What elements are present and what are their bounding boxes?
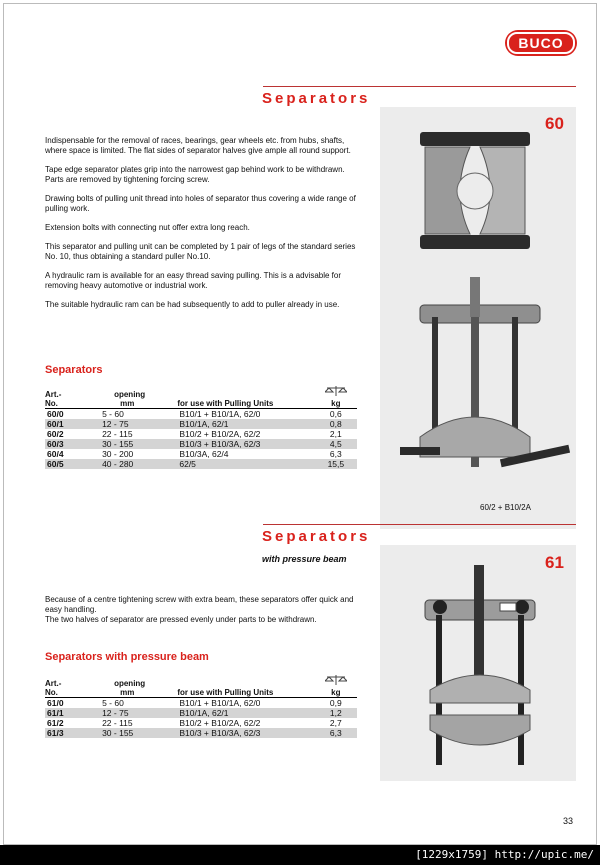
cell-use: B10/1A, 62/1 [177, 708, 314, 718]
section1-caption: 60/2 + B10/2A [480, 503, 531, 512]
cell-opening: 12 - 75 [100, 708, 177, 718]
section2-title: Separators [262, 528, 371, 545]
cell-art: 60/3 [45, 439, 100, 449]
cell-kg: 0,9 [329, 698, 342, 708]
scale-icon [315, 385, 357, 399]
cell-use: B10/1 + B10/1A, 62/0 [179, 409, 261, 419]
separator-puller-illustration [380, 107, 576, 529]
section2-photo [380, 545, 576, 781]
section1-description [45, 136, 360, 319]
paragraph: A hydraulic ram is available for an easy thread saving pulling. This is a advisable for removing heavy automotive or industrial work. [45, 271, 342, 290]
section1-table-title: Separators [45, 364, 103, 376]
section2-table-title: Separators with pressure beam [45, 651, 209, 663]
paragraph: Indispensable for the removal of races, bearings, gear wheels etc. from hubs, shafts, where space is limited. The flat sides of separator halves give ample all round support. [45, 136, 351, 155]
section2-description [45, 595, 360, 625]
cell-opening: 5 - 60 [102, 698, 124, 708]
paragraph: Tape edge separator plates grip into the narrowest gap behind work to be withdrawn. Parts are removed by tightening forcing screw. [45, 165, 345, 184]
cell-kg: 0,6 [329, 409, 342, 419]
page-number: 33 [563, 816, 574, 826]
section1-rule [263, 86, 576, 87]
scale-icon [315, 674, 357, 688]
header-use: for use with Pulling Units [177, 688, 274, 697]
cell-opening: 22 - 115 [102, 429, 133, 439]
buco-logo [505, 30, 577, 56]
paragraph: Extension bolts with connecting nut offer extra long reach. [45, 223, 250, 232]
cell-art: 60/1 [45, 419, 100, 429]
cell-kg: 15,5 [315, 459, 357, 469]
section2-spec-table [45, 674, 357, 738]
cell-art: 61/1 [45, 708, 100, 718]
cell-kg: 4,5 [315, 439, 357, 449]
watermark-text: [1229x1759] http://upic.me/ [415, 848, 594, 861]
cell-opening: 40 - 280 [100, 459, 177, 469]
cell-art: 61/0 [47, 698, 64, 708]
logo-text: BUCO [518, 35, 564, 51]
cell-kg: 2,7 [329, 718, 342, 728]
cell-use: B10/2 + B10/2A, 62/2 [179, 429, 261, 439]
header-no: No. [45, 688, 58, 697]
header-opening: opening [114, 679, 146, 688]
separator-with-pressure-beam-illustration [380, 545, 576, 781]
cell-kg: 2,1 [329, 429, 342, 439]
section1-spec-table [45, 385, 357, 469]
paragraph: The two halves of separator are pressed evenly under parts to be withdrawn. [45, 615, 317, 624]
cell-kg: 1,2 [315, 708, 357, 718]
logo-outline [507, 32, 575, 54]
section1-title: Separators [262, 90, 371, 107]
section1-badge: 60 [545, 114, 564, 133]
header-art: Art.- [45, 679, 62, 688]
cell-opening: 5 - 60 [102, 409, 124, 419]
header-mm: mm [120, 399, 135, 408]
cell-opening: 30 - 200 [102, 449, 134, 459]
cell-use: B10/2 + B10/2A, 62/2 [179, 718, 261, 728]
paragraph: Because of a centre tightening screw with extra beam, these separators offer quick and easy handling. [45, 595, 354, 614]
header-kg: kg [331, 399, 341, 408]
table-row [45, 718, 357, 728]
cell-art: 60/0 [47, 409, 64, 419]
section2-subtitle: with pressure beam [262, 554, 347, 564]
cell-opening: 22 - 115 [102, 718, 133, 728]
paragraph: The suitable hydraulic ram can be had subsequently to add to puller already in use. [45, 300, 340, 309]
cell-kg: 6,3 [315, 728, 357, 738]
header-art: Art.- [45, 390, 62, 399]
cell-opening: 12 - 75 [100, 419, 177, 429]
cell-art: 60/2 [47, 429, 64, 439]
table-row [45, 409, 357, 420]
cell-opening: 30 - 155 [100, 728, 177, 738]
header-mm: mm [120, 688, 135, 697]
cell-art: 61/2 [47, 718, 64, 728]
cell-art: 60/5 [45, 459, 100, 469]
table-row [45, 459, 357, 469]
cell-use: B10/3 + B10/3A, 62/3 [177, 439, 314, 449]
header-no: No. [45, 399, 58, 408]
table-row [45, 429, 357, 439]
cell-art: 61/3 [45, 728, 100, 738]
section1-photo [380, 107, 576, 529]
table-row [45, 449, 357, 459]
cell-art: 60/4 [47, 449, 64, 459]
watermark-bar [0, 845, 600, 865]
cell-kg: 6,3 [329, 449, 342, 459]
header-kg: kg [331, 688, 341, 697]
cell-opening: 30 - 155 [100, 439, 177, 449]
table-row [45, 708, 357, 718]
table-row [45, 419, 357, 429]
cell-use: B10/3A, 62/4 [179, 449, 229, 459]
table-row [45, 728, 357, 738]
table-row [45, 439, 357, 449]
section2-badge: 61 [545, 553, 564, 572]
section2-rule [263, 524, 576, 525]
header-opening: opening [114, 390, 146, 399]
header-use: for use with Pulling Units [177, 399, 274, 408]
paragraph: Drawing bolts of pulling unit thread into holes of separator thus covering a wide range of pulling work. [45, 194, 356, 213]
cell-kg: 0,8 [315, 419, 357, 429]
cell-use: B10/1A, 62/1 [177, 419, 314, 429]
table-row [45, 698, 357, 709]
cell-use: B10/3 + B10/3A, 62/3 [177, 728, 314, 738]
cell-use: 62/5 [177, 459, 314, 469]
paragraph: This separator and pulling unit can be completed by 1 pair of legs of the standard series No. 10, thus obtaining a standard puller No.10. [45, 242, 356, 261]
cell-use: B10/1 + B10/1A, 62/0 [179, 698, 261, 708]
